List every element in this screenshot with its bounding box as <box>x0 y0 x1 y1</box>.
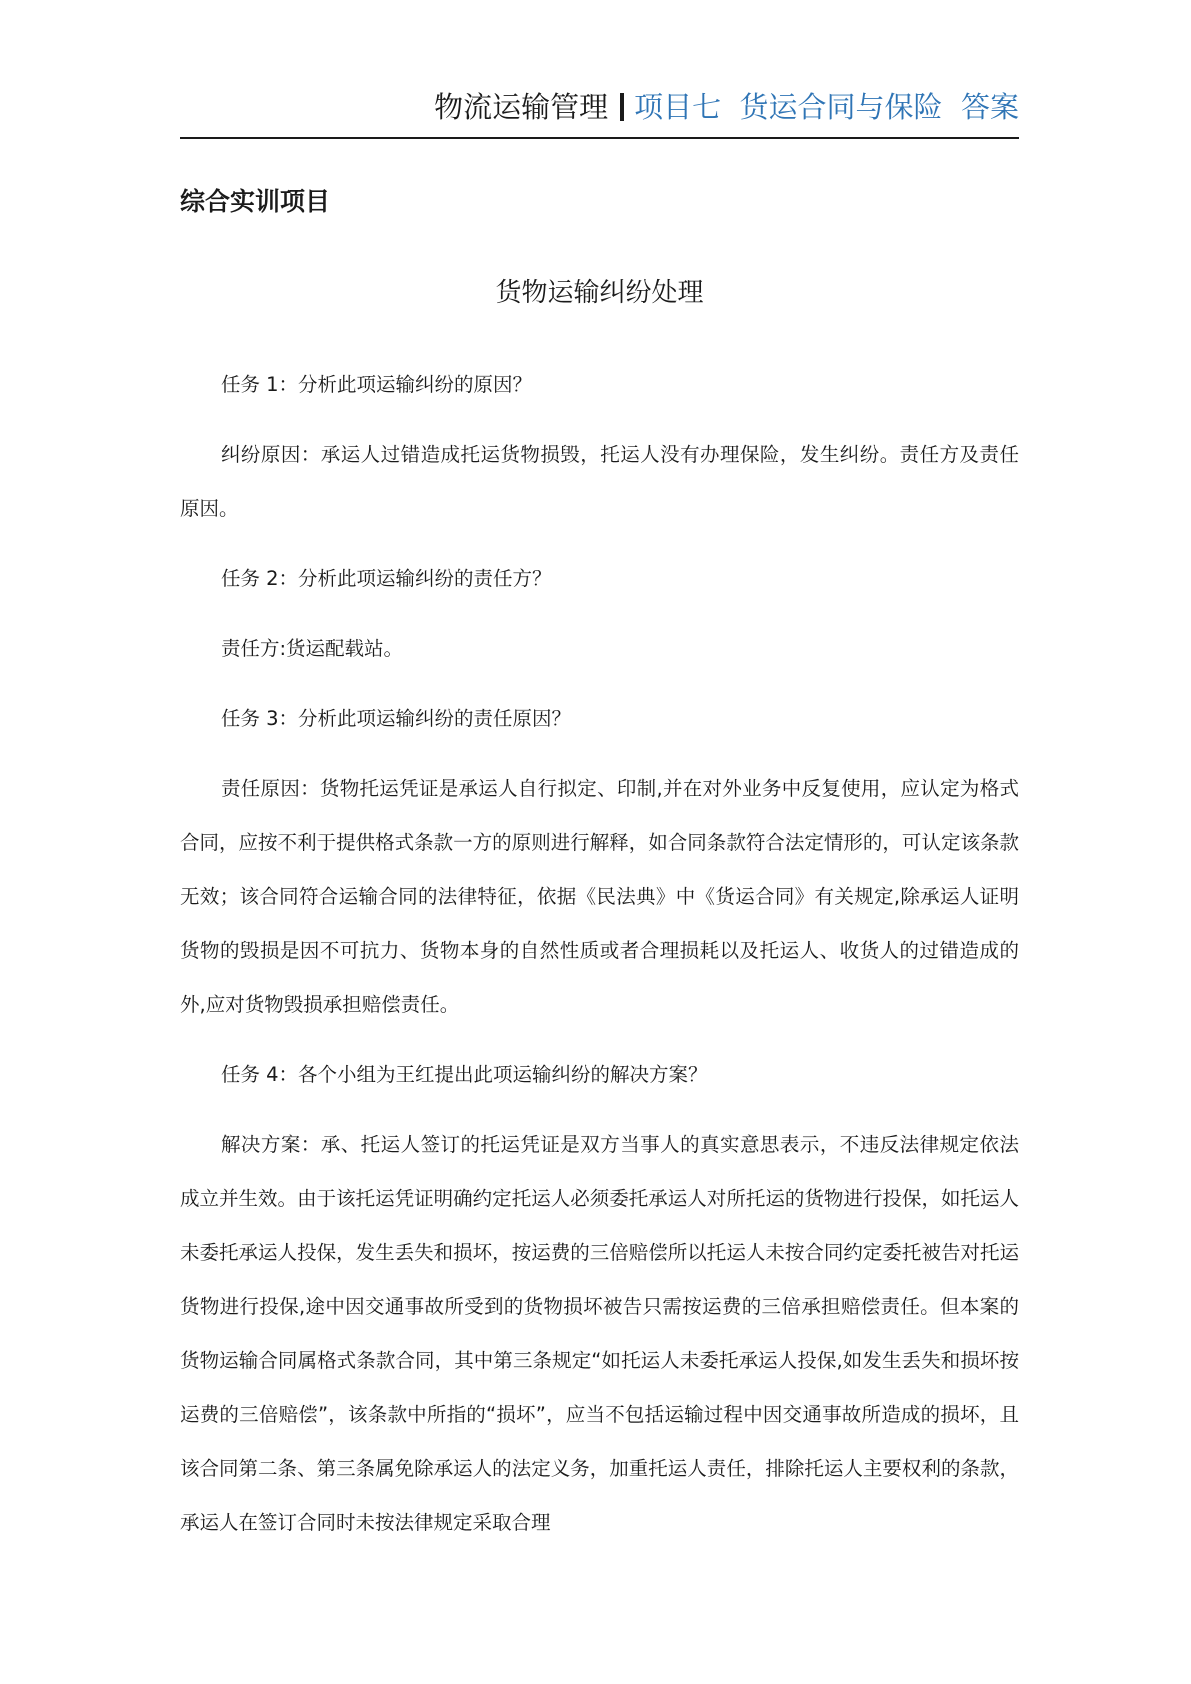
task-3-question: 任务 3：分析此项运输纠纷的责任原因？ <box>220 707 572 730</box>
header-chapter-title: 项目七 货运合同与保险 答案 <box>634 90 1019 124</box>
section-title: 综合实训项目 <box>180 187 331 216</box>
task-4-answer: 解决方案：承、托运人签订的托运凭证是双方当事人的真实意思表示，不违反法律规定依法成立并生效。由于该托运凭证明确约定托运人必须委托承运人对所托运的货物进行投保，如托运人未委托承运人投保，发生丢失和损坏，按运费的三倍赔偿所以托运人未按合同约定委托被告对托运货物进行投保,途中因交通事故所受到的货物损坏被告只需按运费的三倍承担赔偿责任。但本案的货物运输合同属格式条款合同，其中第三条规定“如托运人未委托承运人投保,如发生丢失和损坏按运费的三倍赔偿”，该条款中所指的“损坏”，应当不包括运输过程中因交通事故所造成的损坏，且该合同第二条、第三条属免除承运人的法定义务，加重托运人责任，排除托运人主要权利的条款，承运人在签订合同时未按法律规定采取合理 <box>180 1133 1019 1534</box>
task-1-question: 任务 1：分析此项运输纠纷的原因？ <box>220 373 533 396</box>
task-2-question: 任务 2：分析此项运输纠纷的责任方？ <box>220 567 552 590</box>
task-4-question: 任务 4：各个小组为王红提出此项运输纠纷的解决方案？ <box>220 1063 708 1086</box>
document-body <box>180 358 1019 1566</box>
header-separator <box>620 93 624 121</box>
header-book-title: 物流运输管理 <box>434 90 609 124</box>
document-title: 货物运输纠纷处理 <box>495 278 704 308</box>
task-2-answer: 责任方:货运配载站。 <box>220 637 404 660</box>
header-divider <box>180 137 1019 139</box>
page-header <box>180 82 1019 132</box>
task-1-answer: 纠纷原因：承运人过错造成托运货物损毁，托运人没有办理保险，发生纠纷。责任方及责任原因。 <box>180 443 1019 520</box>
task-3-answer: 责任原因：货物托运凭证是承运人自行拟定、印制,并在对外业务中反复使用，应认定为格式合同，应按不利于提供格式条款一方的原则进行解释，如合同条款符合法定情形的，可认定该条款无效；该合同符合运输合同的法律特征，依据《民法典》中《货运合同》有关规定,除承运人证明货物的毁损是因不可抗力、货物本身的自然性质或者合理损耗以及托运人、收货人的过错造成的外,应对货物毁损承担赔偿责任。 <box>180 777 1019 1016</box>
